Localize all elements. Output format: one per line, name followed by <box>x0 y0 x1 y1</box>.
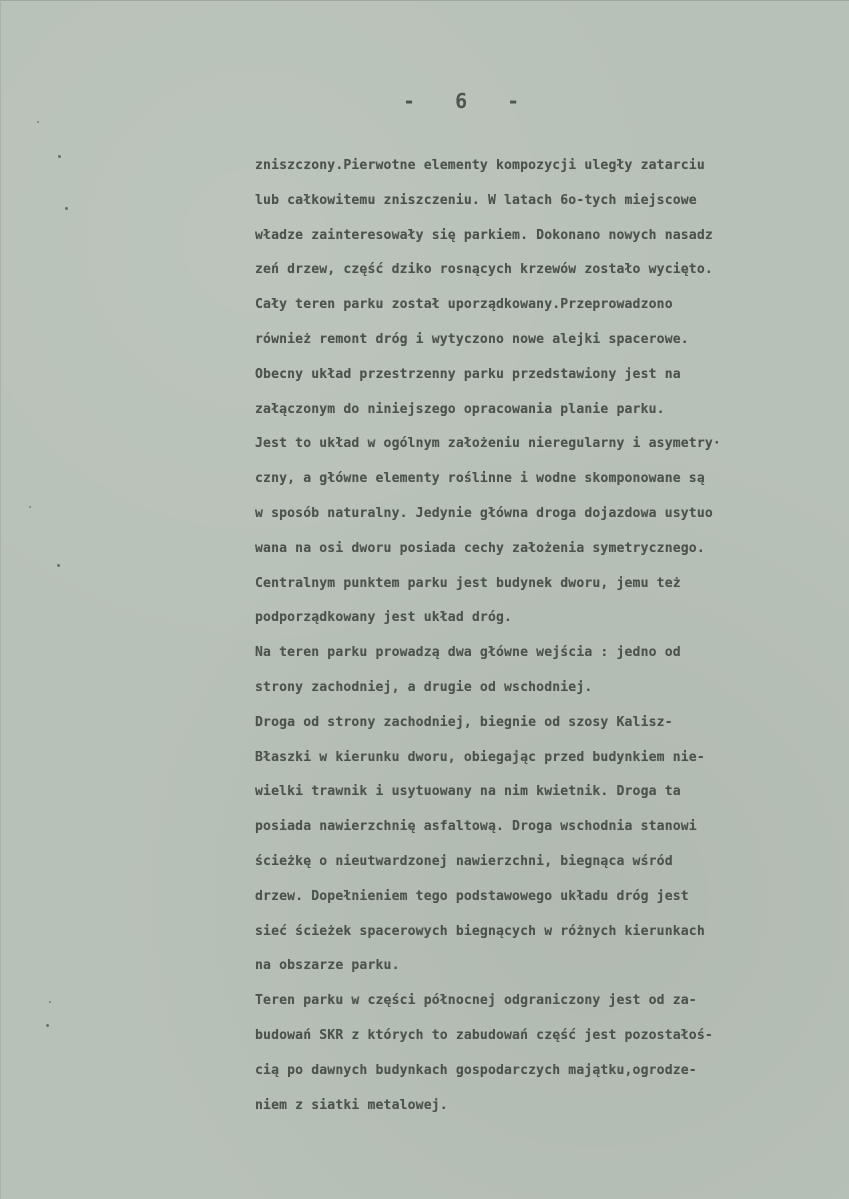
text-line: lub całkowitemu zniszczeniu. W latach 6o-tych miejscowe <box>255 192 697 208</box>
text-line: załączonym do niniejszego opracowania planie parku. <box>255 401 665 417</box>
text-line: Błaszki w kierunku dworu, obiegając przed budynkiem nie- <box>255 749 705 765</box>
binder-hole-mark <box>46 1024 49 1027</box>
text-line: wielki trawnik i usytuowany na nim kwietnik. Droga ta <box>255 784 681 800</box>
page-number: - 6 - <box>403 89 534 113</box>
text-line: niem z siatki metalowej. <box>255 1097 448 1113</box>
text-line: czny, a główne elementy roślinne i wodne skomponowane są <box>255 471 705 487</box>
text-line: Centralnym punktem parku jest budynek dworu, jemu też <box>255 575 681 591</box>
text-line: Na teren parku prowadzą dwa główne wejścia : jedno od <box>255 645 681 661</box>
text-line: ścieżkę o nieutwardzonej nawierzchni, biegnąca wśród <box>255 853 673 869</box>
text-line: posiada nawierzchnię asfaltową. Droga wschodnia stanowi <box>255 819 697 835</box>
text-line: wana na osi dworu posiada cechy założenia symetrycznego. <box>255 540 705 556</box>
binder-hole-mark <box>57 564 60 567</box>
paper-speck <box>37 121 39 123</box>
text-line: budowań SKR z których to zabudowań część jest pozostałoś- <box>255 1027 713 1043</box>
text-line: władze zainteresowały się parkiem. Dokonano nowych nasadz <box>255 227 713 243</box>
binder-hole-mark <box>65 207 68 210</box>
binder-hole-mark <box>58 155 61 158</box>
text-line: drzew. Dopełnieniem tego podstawowego układu dróg jest <box>255 888 689 904</box>
text-line: Obecny układ przestrzenny parku przedstawiony jest na <box>255 366 681 382</box>
text-line: Droga od strony zachodniej, biegnie od szosy Kalisz- <box>255 714 673 730</box>
text-line: Teren parku w części północnej odgraniczony jest od za- <box>255 993 697 1009</box>
paper-speck <box>49 1001 51 1003</box>
text-line: podporządkowany jest układ dróg. <box>255 610 513 626</box>
body-text <box>255 149 830 1123</box>
text-line: zeń drzew, część dziko rosnących krzewów zostało wycięto. <box>255 262 713 278</box>
text-line: na obszarze parku. <box>255 958 400 974</box>
text-line: sieć ścieżek spacerowych biegnących w różnych kierunkach <box>255 923 705 939</box>
text-line: zniszczony.Pierwotne elementy kompozycji uległy zatarciu <box>255 158 705 173</box>
text-line: cią po dawnych budynkach gospodarczych majątku,ogrodze- <box>255 1062 697 1078</box>
text-line: również remont dróg i wytyczono nowe alejki spacerowe. <box>255 331 689 347</box>
paper-speck <box>29 506 31 508</box>
text-line: Jest to układ w ogólnym założeniu nieregularny i asymetry· <box>255 436 721 452</box>
text-line: strony zachodniej, a drugie od wschodniej. <box>255 679 593 695</box>
text-line: w sposób naturalny. Jedynie główna droga dojazdowa usytuo <box>255 505 713 521</box>
text-line: Cały teren parku został uporządkowany.Przeprowadzono <box>255 297 673 313</box>
